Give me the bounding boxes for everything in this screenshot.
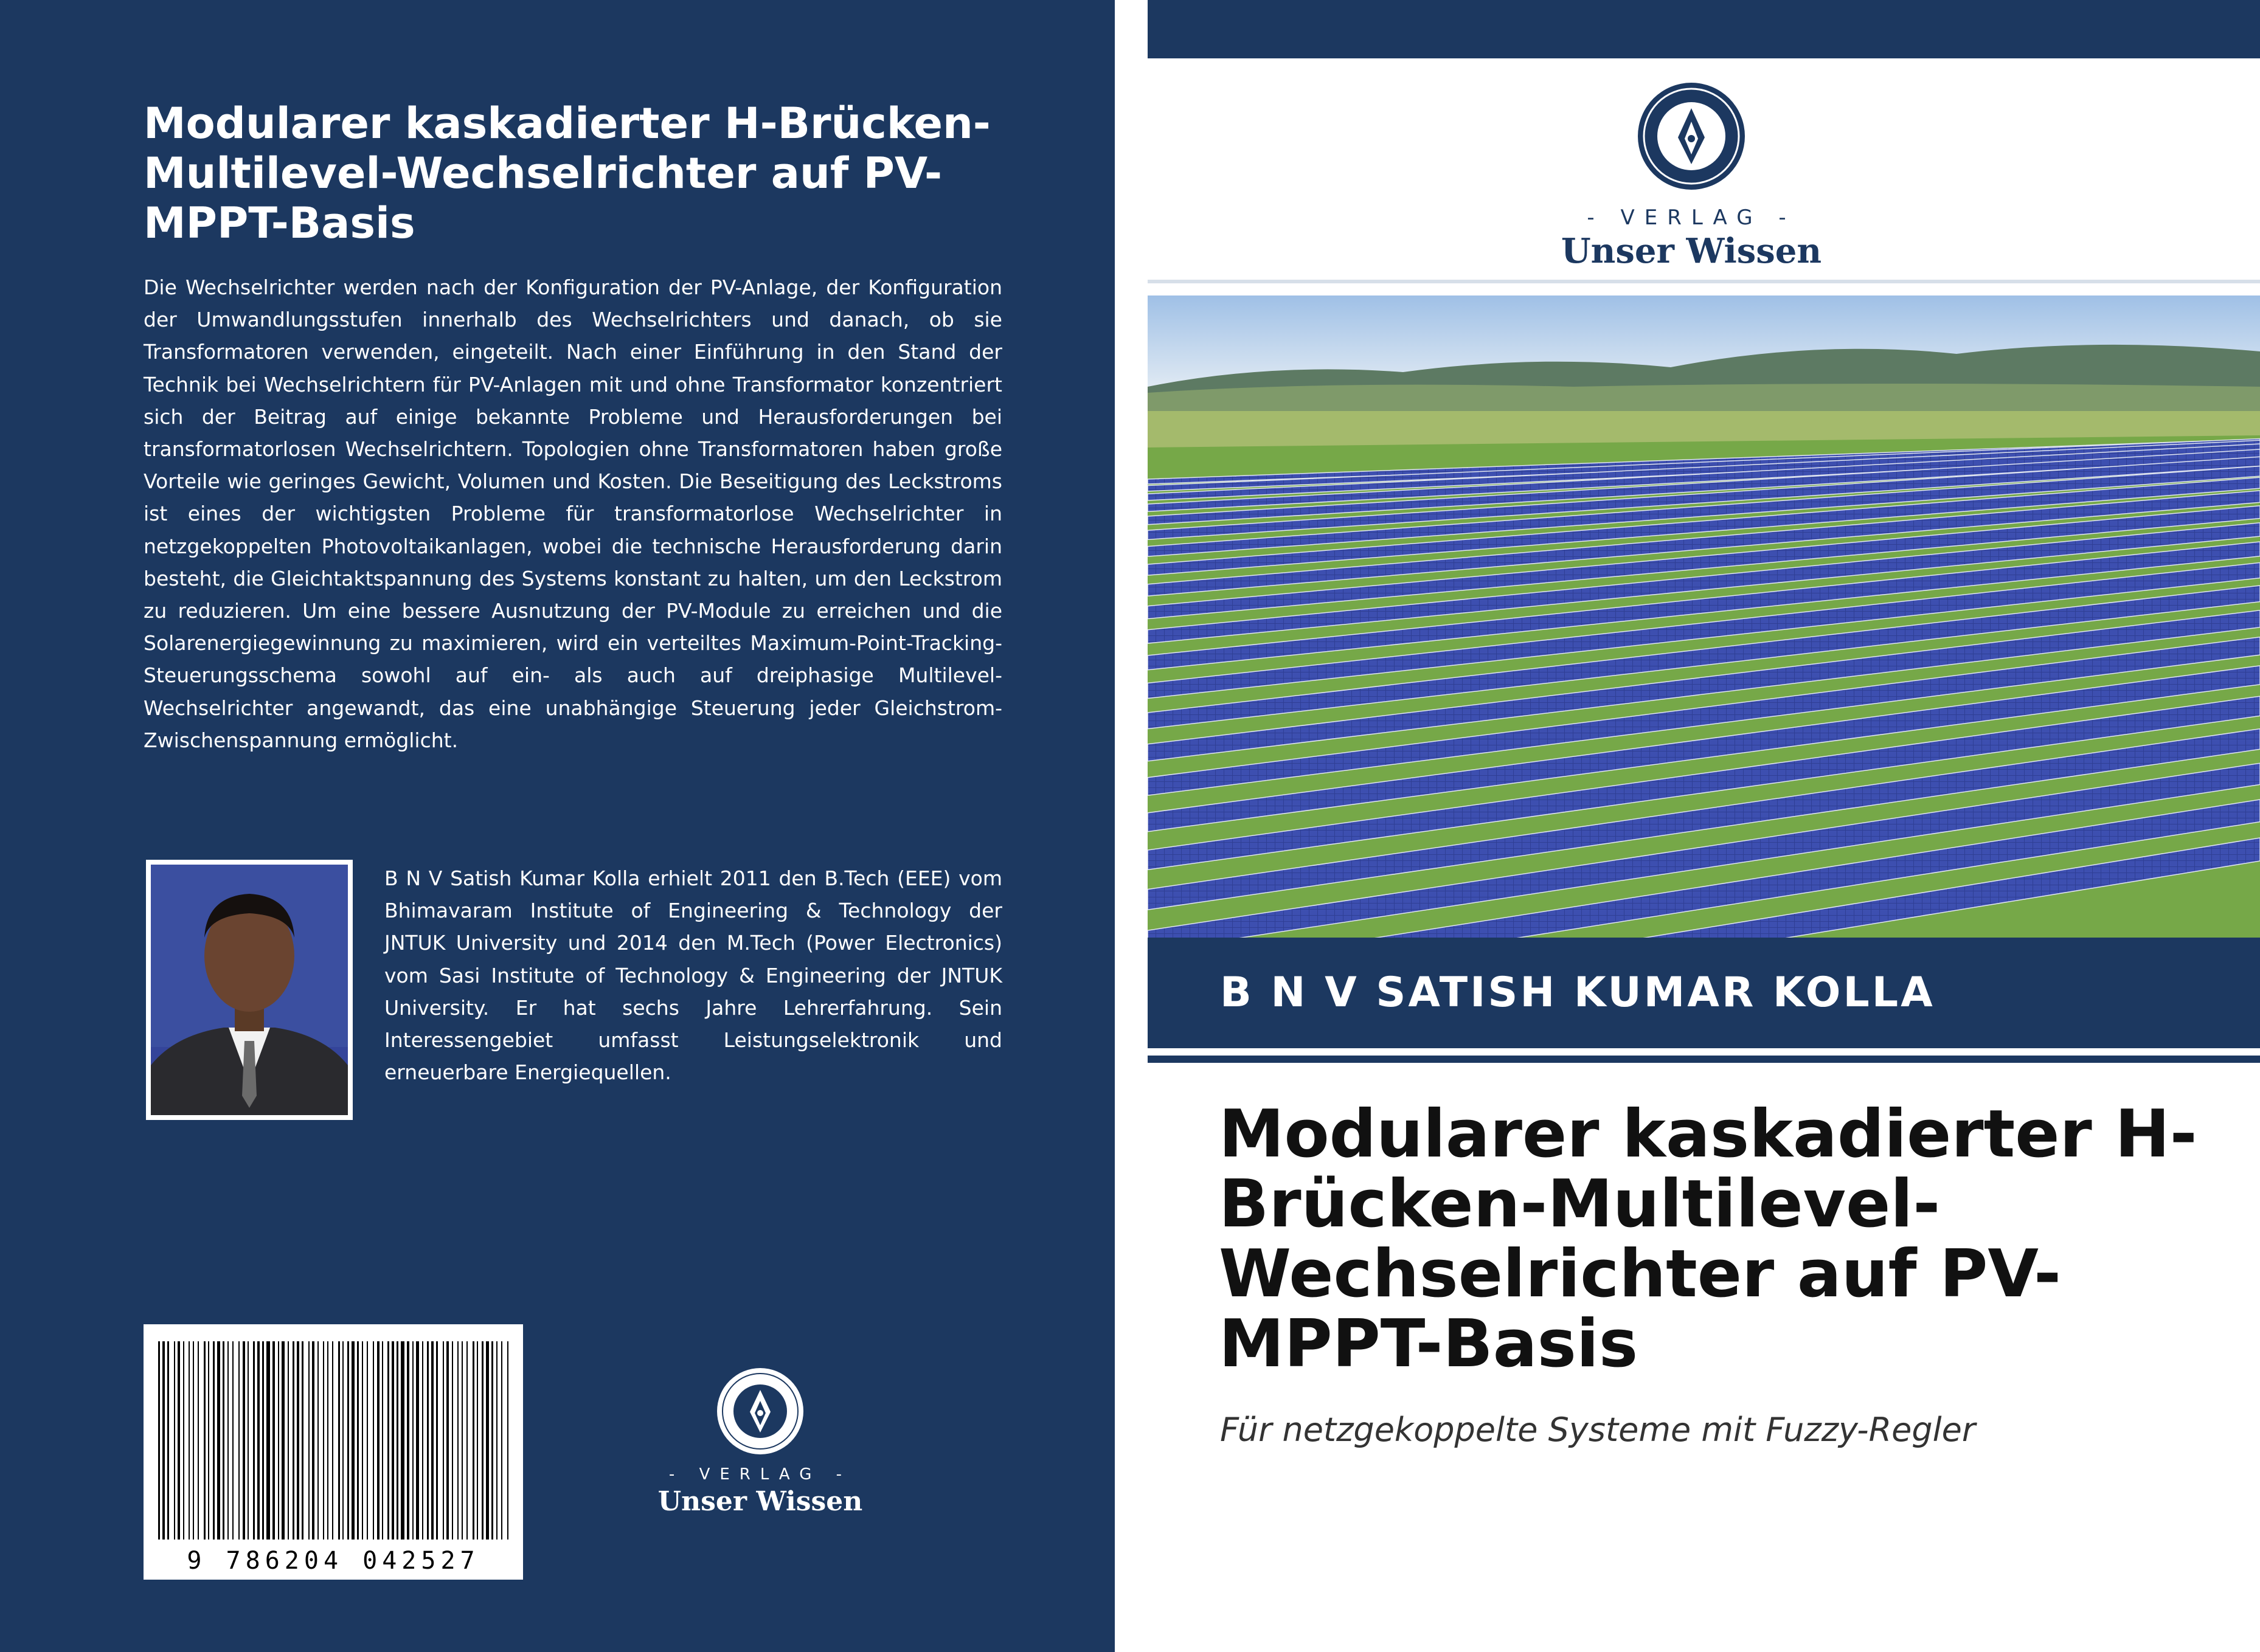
publisher-seal-icon	[1637, 81, 1746, 191]
isbn-number: 9 786204 042527	[187, 1547, 480, 1575]
back-publisher-logo	[657, 1367, 864, 1517]
publisher-seal-icon	[716, 1367, 805, 1456]
spine-gap	[1115, 0, 1148, 1652]
author-bio: B N V Satish Kumar Kolla erhielt 2011 den B.Tech (EEE) vom Bhimavaram Institute of Engineering & Technology der JNTUK University und 2014 den M.Tech (Power Electronics) vom Sasi Institute of Technology & Engineering der JNTUK University. Er hat sechs Jahre Lehrerfahrung. Sein Interessengebiet umfasst Leistungselektronik und erneuerbare Energiequellen.	[384, 866, 1002, 1085]
publisher-verlag-label: - VERLAG -	[668, 1465, 852, 1484]
publisher-name: Unser Wissen	[657, 1486, 863, 1517]
front-publisher-logo	[1555, 81, 1828, 271]
publisher-verlag-label: - VERLAG -	[1587, 206, 1796, 230]
isbn-barcode	[144, 1324, 523, 1580]
front-top-bar	[1148, 0, 2260, 58]
title-divider	[1148, 1056, 2260, 1063]
front-cover-title: Modularer kaskadierter H-Brücken-Multilevel-Wechselrichter auf PV-MPPT-Basis	[1219, 1096, 2197, 1382]
author-photo	[146, 860, 353, 1120]
photo-divider	[1148, 280, 2260, 283]
back-cover-title: Modularer kaskadierter H-Brücken-Multilevel-Wechselrichter auf PV-MPPT-Basis	[144, 98, 991, 248]
publisher-name: Unser Wissen	[1561, 231, 1822, 271]
back-cover	[0, 0, 1115, 1652]
front-author-name: B N V SATISH KUMAR KOLLA	[1220, 969, 1935, 1017]
book-blurb: Die Wechselrichter werden nach der Konfiguration der PV-Anlage, der Konfiguration der Umwandlungsstufen innerhalb des Wechselrichters und danach, ob sie Transformatoren verwenden, eingeteilt. Nach einer Einführung in den Stand der Technik bei Wechselrichtern für PV-Anlagen mit und ohne Transformator konzentriert sich der Beitrag auf einige bekannte Probleme und Herausforderungen bei transformatorlosen Wechselrichtern. Topologien ohne Transformatoren haben große Vorteile wie geringes Gewicht, Volumen und Kosten. Die Beseitigung des Leckstroms ist eines der wichtigsten Probleme für transformatorlose Wechselrichter in netzgekoppelten Photovoltaikanlagen, wobei die technische Herausforderung darin besteht, die Gleichtaktspannung des Systems konstant zu halten, um den Leckstrom zu reduzieren. Um eine bessere Ausnutzung der PV-Module zu erreichen und die Solarenergiegewinnung zu maximieren, wird ein verteiltes Maximum-Point-Tracking-Steuerungsschema sowohl auf ein- als auch auf dreiphasige Multilevel-Wechselrichter angewandt, das eine unabhängige Steuerung jeder Gleichstrom-Zwischenspannung ermöglicht.	[144, 275, 1002, 752]
solar-farm-photo	[1148, 295, 2260, 938]
front-subtitle: Für netzgekoppelte Systeme mit Fuzzy-Regler	[1220, 1411, 1976, 1449]
